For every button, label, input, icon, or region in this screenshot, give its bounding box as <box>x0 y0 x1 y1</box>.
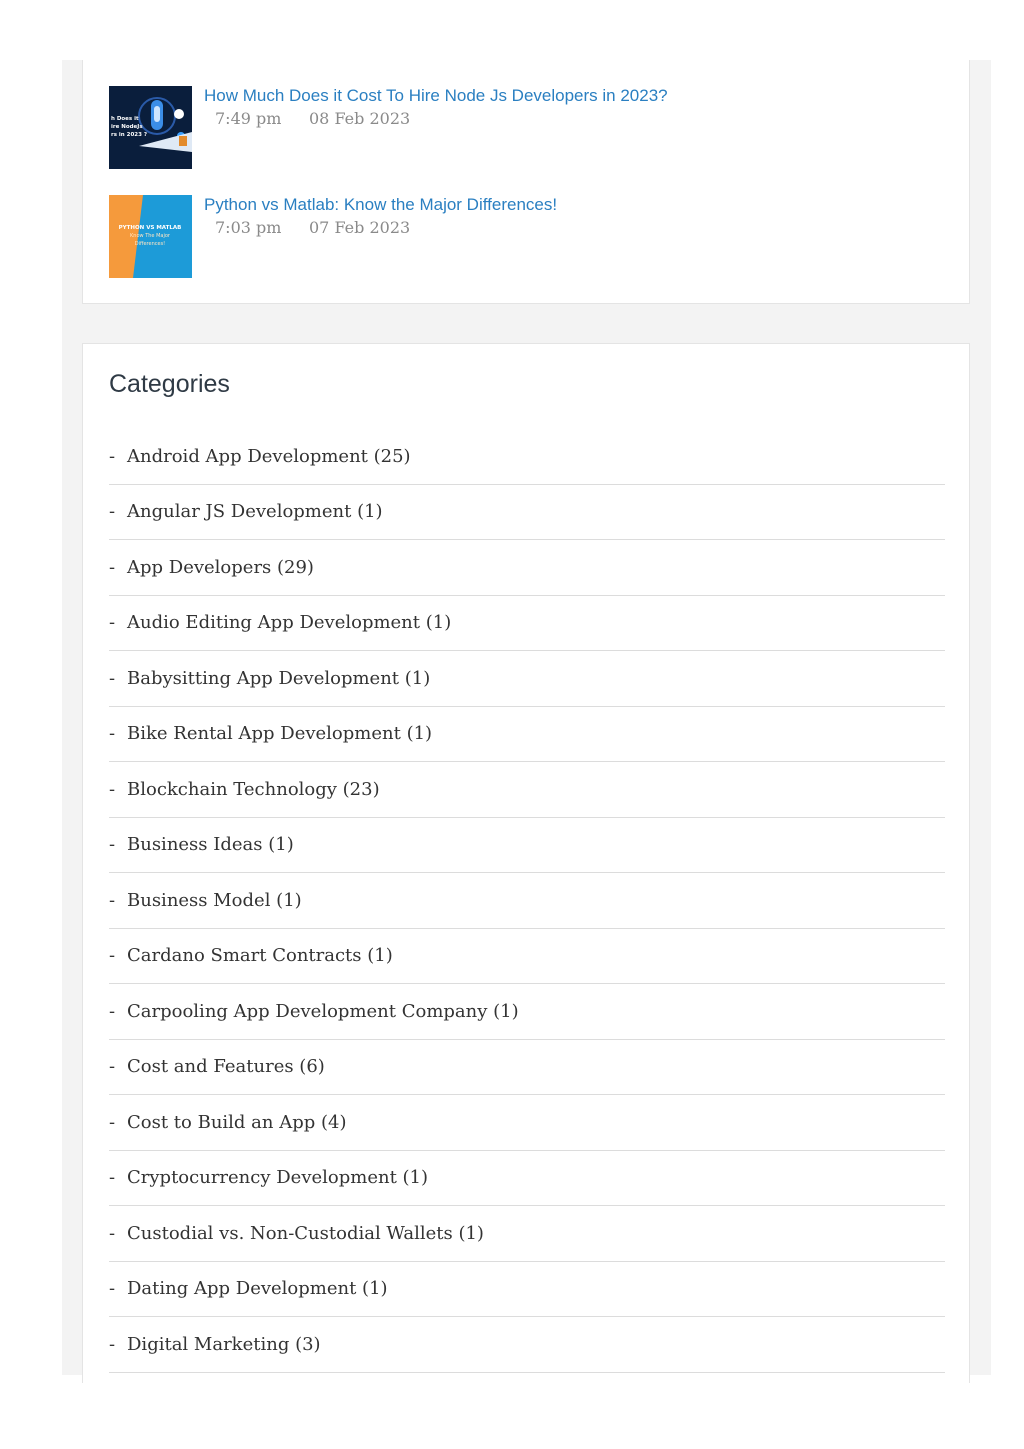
thumb-text: Differences! <box>134 241 166 247</box>
post-date: 07 Feb 2023 <box>309 218 411 237</box>
post-time: 7:49 pm <box>215 109 282 128</box>
category-link[interactable]: Audio Editing App Development (1) <box>127 612 452 634</box>
post-title-link[interactable]: Python vs Matlab: Know the Major Differences! <box>204 195 558 214</box>
category-item <box>109 762 945 818</box>
post-thumbnail[interactable] <box>109 86 192 169</box>
category-item <box>109 929 945 985</box>
list-bullet: - <box>109 556 116 578</box>
list-bullet: - <box>109 1056 116 1078</box>
category-link[interactable]: Bike Rental App Development (1) <box>127 723 433 745</box>
list-bullet: - <box>109 1333 116 1355</box>
category-link[interactable]: Cost to Build an App (4) <box>127 1111 347 1133</box>
thumb-text: PYTHON VS MATLAB <box>118 225 182 231</box>
list-bullet: - <box>109 1000 116 1022</box>
category-item <box>109 1151 945 1207</box>
categories-widget <box>82 343 970 1383</box>
category-link[interactable]: Cardano Smart Contracts (1) <box>127 945 393 967</box>
list-bullet: - <box>109 1111 116 1133</box>
category-link[interactable]: Cost and Features (6) <box>127 1056 325 1078</box>
category-item <box>109 1095 945 1151</box>
list-bullet: - <box>109 723 116 745</box>
list-bullet: - <box>109 1222 116 1244</box>
category-item <box>109 596 945 652</box>
list-bullet: - <box>109 445 116 467</box>
category-list <box>109 429 945 1373</box>
post-date: 08 Feb 2023 <box>309 109 411 128</box>
category-item <box>109 1317 945 1373</box>
category-link[interactable]: Android App Development (25) <box>127 445 411 467</box>
list-bullet: - <box>109 778 116 800</box>
category-link[interactable]: App Developers (29) <box>127 556 314 578</box>
post-time: 7:03 pm <box>215 218 282 237</box>
category-link[interactable]: Carpooling App Development Company (1) <box>127 1000 519 1022</box>
category-item <box>109 651 945 707</box>
category-link[interactable]: Dating App Development (1) <box>127 1278 388 1300</box>
list-bullet: - <box>109 1278 116 1300</box>
category-link[interactable]: Digital Marketing (3) <box>127 1333 321 1355</box>
category-item <box>109 540 945 596</box>
category-item <box>109 1206 945 1262</box>
list-bullet: - <box>109 501 116 523</box>
category-item <box>109 485 945 541</box>
category-item <box>109 1262 945 1318</box>
category-item <box>109 873 945 929</box>
category-link[interactable]: Babysitting App Development (1) <box>127 667 431 689</box>
category-item <box>109 818 945 874</box>
thumb-text: rs in 2023 ? <box>111 132 148 138</box>
category-link[interactable]: Business Ideas (1) <box>127 834 294 856</box>
category-link[interactable]: Cryptocurrency Development (1) <box>127 1167 429 1189</box>
list-bullet: - <box>109 612 116 634</box>
list-bullet: - <box>109 945 116 967</box>
category-item <box>109 707 945 763</box>
category-link[interactable]: Business Model (1) <box>127 889 302 911</box>
category-item <box>109 1040 945 1096</box>
category-item <box>109 984 945 1040</box>
post-title-link[interactable]: How Much Does it Cost To Hire Node Js Developers in 2023? <box>204 86 668 105</box>
category-link[interactable]: Custodial vs. Non-Custodial Wallets (1) <box>127 1222 484 1244</box>
thumb-text: h Does it <box>111 116 139 122</box>
recent-post <box>109 86 949 170</box>
category-link[interactable]: Blockchain Technology (23) <box>127 778 380 800</box>
list-bullet: - <box>109 834 116 856</box>
list-bullet: - <box>109 889 116 911</box>
recent-post <box>109 195 949 279</box>
categories-heading: Categories <box>109 370 230 398</box>
recent-posts-widget <box>82 60 970 304</box>
list-bullet: - <box>109 1167 116 1189</box>
thumb-text: ire NodeJs <box>111 124 143 130</box>
category-item <box>109 429 945 485</box>
list-bullet: - <box>109 667 116 689</box>
category-link[interactable]: Angular JS Development (1) <box>127 501 383 523</box>
thumb-text: Know The Major <box>130 233 170 239</box>
post-thumbnail[interactable] <box>109 195 192 278</box>
